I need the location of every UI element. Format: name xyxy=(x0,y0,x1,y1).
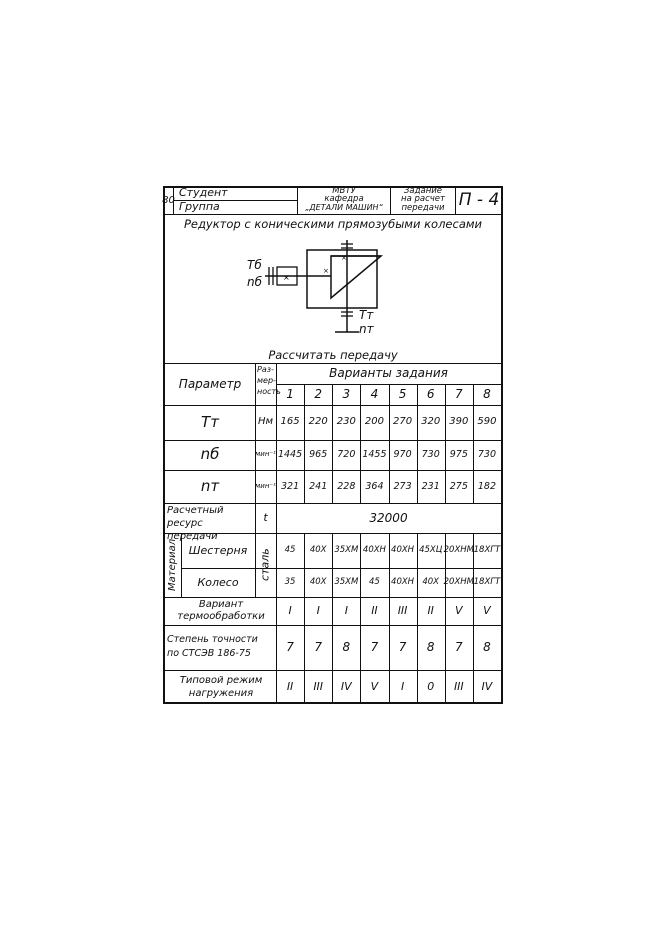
output-speed-value: 321 xyxy=(280,480,300,492)
param-output-speed: nт xyxy=(200,476,220,495)
heat-variant: II xyxy=(427,604,434,618)
load-mode: V xyxy=(370,680,379,694)
header-bottom-line xyxy=(165,214,501,215)
param-header: Параметр xyxy=(178,376,242,391)
resource-line2: ресурс передачи xyxy=(167,518,218,542)
param-load xyxy=(167,674,275,700)
input-speed-value: 730 xyxy=(477,449,496,461)
header-divider xyxy=(455,188,456,214)
accuracy-value: 7 xyxy=(370,640,379,655)
unit-header-line: Раз- xyxy=(257,365,274,374)
material-group-label: Материал xyxy=(166,538,178,592)
input-torque-label: Tб xyxy=(247,258,262,272)
torque-value: 220 xyxy=(308,416,328,428)
load-mode: 0 xyxy=(427,680,435,694)
input-speed-label: nб xyxy=(247,275,263,289)
load-mode: II xyxy=(286,680,294,694)
page-number: 80 xyxy=(162,194,175,206)
param-heat xyxy=(167,599,275,623)
unit-header xyxy=(257,364,281,397)
variant-number: 8 xyxy=(483,387,491,402)
pinion-material: 45ХЦ xyxy=(419,545,443,556)
torque-value: 230 xyxy=(336,416,356,428)
input-speed-value: 1455 xyxy=(362,449,387,461)
accuracy-line1: Степень точности xyxy=(167,634,258,645)
pinion-material: 40Х xyxy=(309,545,327,556)
pinion-material: 20ХНМ xyxy=(443,545,474,556)
torque-value: 320 xyxy=(421,416,441,428)
torque-value: 270 xyxy=(393,416,413,428)
variants-header: Варианты задания xyxy=(329,366,448,381)
variant-number: 1 xyxy=(286,387,294,402)
variant-number: 2 xyxy=(314,387,322,402)
output-speed-value: 231 xyxy=(421,480,440,492)
svg-text:×: × xyxy=(341,254,347,262)
output-speed-label: nт xyxy=(359,322,374,336)
gear-material: 40Х xyxy=(309,577,327,588)
header-divider xyxy=(390,188,391,214)
output-speed-value: 364 xyxy=(365,480,384,492)
output-speed-value: 241 xyxy=(309,480,328,492)
subtitle: Рассчитать передачу xyxy=(268,347,398,362)
svg-text:×: × xyxy=(323,267,329,275)
heat-variant: V xyxy=(455,604,463,618)
load-mode: IV xyxy=(340,680,352,694)
heat-variant: I xyxy=(316,604,320,618)
load-mode: III xyxy=(313,680,324,694)
heat-variant: V xyxy=(483,604,491,618)
load-mode: IV xyxy=(481,680,493,694)
gear-material: 35 xyxy=(284,577,296,588)
heat-line2: термообработки xyxy=(177,611,265,622)
input-speed-value: 1445 xyxy=(277,449,303,461)
input-speed-value: 970 xyxy=(393,449,412,461)
resource-line1: Расчетный xyxy=(167,505,224,516)
gear-material: 45 xyxy=(369,577,380,588)
param-torque: Tт xyxy=(201,412,219,431)
unit-resource: t xyxy=(263,511,268,525)
variant-number: 3 xyxy=(342,387,351,402)
pinion-material: 40ХН xyxy=(391,545,415,556)
load-mode: III xyxy=(453,680,464,694)
torque-value: 590 xyxy=(477,416,497,428)
accuracy-line2: по СТСЭВ 186-75 xyxy=(167,648,251,659)
unit-output-speed: мин⁻¹ xyxy=(255,481,276,490)
dept-line1: МВТУ xyxy=(332,186,356,197)
load-line2: нагружения xyxy=(188,688,254,699)
heat-variant: I xyxy=(288,604,292,618)
unit-header-line: ность xyxy=(257,387,281,396)
header-divider xyxy=(297,188,298,214)
student-label: Студент xyxy=(179,186,228,199)
accuracy-value: 8 xyxy=(483,640,491,655)
output-torque-label: Tт xyxy=(359,308,374,322)
gear-material: 20ХНМ xyxy=(443,577,474,588)
load-line1: Типовой режим xyxy=(179,675,263,686)
dept-line3: „ДЕТАЛИ МАШИН“ xyxy=(305,202,383,212)
output-speed-value: 182 xyxy=(477,480,496,492)
pinion-material: 40ХН xyxy=(362,545,386,556)
heat-variant: III xyxy=(397,604,408,618)
task-line1: Задание xyxy=(403,186,443,197)
resource-value: 32000 xyxy=(369,510,408,525)
variants-table xyxy=(165,363,501,704)
torque-value: 390 xyxy=(449,416,469,428)
accuracy-value: 8 xyxy=(342,640,351,655)
gear-material: 40Х xyxy=(422,577,439,588)
heat-line1: Вариант xyxy=(198,599,244,610)
param-accuracy xyxy=(167,633,275,661)
input-speed-value: 730 xyxy=(421,449,440,461)
accuracy-value: 7 xyxy=(398,640,407,655)
heat-variant: II xyxy=(371,604,378,618)
input-speed-value: 720 xyxy=(337,449,356,461)
pinion-material: 45 xyxy=(284,545,296,556)
pinion-material: 18ХГТ xyxy=(473,545,501,556)
pinion-material: 35ХМ xyxy=(334,545,359,556)
heat-variant: I xyxy=(344,604,348,618)
variant-number: 6 xyxy=(426,387,435,402)
accuracy-value: 7 xyxy=(286,640,294,655)
output-speed-value: 273 xyxy=(393,480,412,492)
torque-value: 165 xyxy=(280,416,300,428)
unit-header-line: мер- xyxy=(257,376,276,385)
unit-input-speed: мин⁻¹ xyxy=(255,450,276,459)
accuracy-value: 7 xyxy=(454,640,463,655)
gear-material: 35ХМ xyxy=(334,577,359,588)
torque-value: 200 xyxy=(364,416,384,428)
param-input-speed: nб xyxy=(200,445,220,464)
svg-text:×: × xyxy=(283,273,290,282)
task-code: П - 4 xyxy=(458,190,500,211)
input-speed-value: 975 xyxy=(449,449,468,461)
gear-material: 18ХГТ xyxy=(473,577,501,588)
gear-material: 40ХН xyxy=(391,577,415,588)
input-speed-value: 965 xyxy=(309,449,328,461)
output-speed-value: 228 xyxy=(337,480,356,492)
dept-line2: кафедра xyxy=(324,194,364,205)
gear-label: Колесо xyxy=(197,575,239,589)
accuracy-value: 8 xyxy=(426,640,435,655)
output-speed-value: 275 xyxy=(449,480,468,492)
task-line2: на расчет xyxy=(401,194,445,205)
pinion-label: Шестерня xyxy=(188,543,248,557)
material-unit: сталь xyxy=(258,548,272,582)
variant-number: 7 xyxy=(454,387,463,402)
load-mode: I xyxy=(400,680,405,694)
variant-number: 5 xyxy=(398,387,407,402)
page-title: Редуктор с коническими прямозубыми колесами xyxy=(183,216,483,231)
unit-torque: Нм xyxy=(257,416,274,428)
variant-number: 4 xyxy=(370,387,379,402)
task-card xyxy=(163,186,503,704)
group-label: Группа xyxy=(179,200,220,213)
accuracy-value: 7 xyxy=(314,640,322,655)
task-line3: передачи xyxy=(401,202,445,213)
